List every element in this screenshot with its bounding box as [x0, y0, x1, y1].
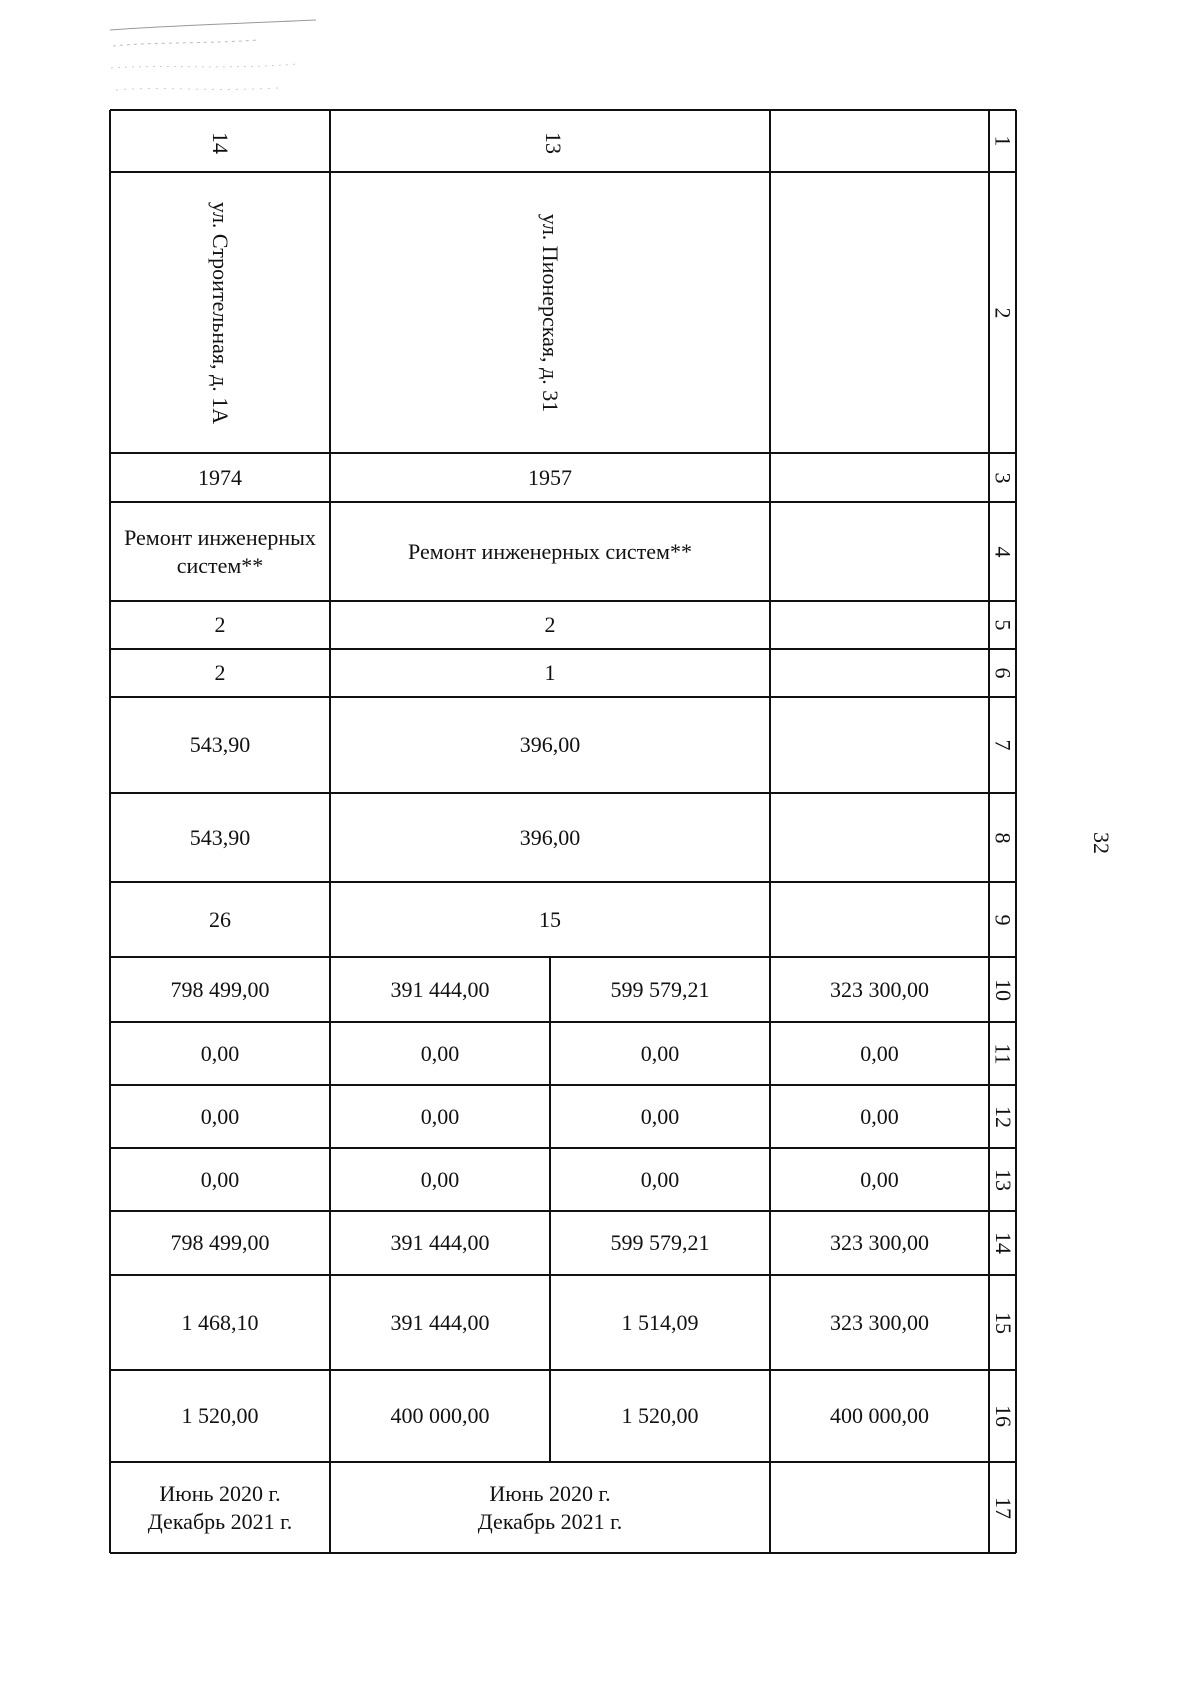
cell-total-text: 599 579,21 — [610, 976, 710, 1002]
row-number — [989, 1148, 1016, 1211]
cell-budget_1-text: 0,00 — [860, 1103, 899, 1129]
cell-budget_1-text: 0,00 — [420, 1103, 460, 1129]
cell-floors — [330, 601, 770, 649]
cell-owners-text: 323 300,00 — [830, 1230, 929, 1255]
row-number — [989, 1085, 1016, 1148]
row-number — [989, 601, 1016, 649]
cell-area_living — [330, 793, 770, 882]
cell-total-text: 798 499,00 — [170, 976, 270, 1002]
cell-budget_1 — [550, 1085, 770, 1148]
cell-limit_cost-text: 1 520,00 — [181, 1403, 259, 1428]
cell-fund-text: 0,00 — [640, 1040, 680, 1066]
building-address-text: ул. Пионерская, д. 31 — [537, 213, 563, 412]
table-rule-h — [110, 109, 1016, 111]
cell-owners — [770, 1211, 989, 1275]
cell-limit_cost — [550, 1370, 770, 1462]
cell-area_total-text: 543,90 — [189, 732, 251, 757]
row-number-text: 3 — [990, 472, 1016, 483]
cell-unit_cost — [770, 1275, 989, 1370]
cell-work_type — [110, 502, 330, 601]
row-number — [989, 697, 1016, 793]
cell-area_living-text: 543,90 — [189, 824, 251, 850]
cell-budget_2-text: 0,00 — [640, 1166, 680, 1192]
row-number-text: 2 — [990, 307, 1016, 318]
row-number — [989, 453, 1016, 502]
handwritten-mark — [108, 18, 318, 98]
building-address-text: ул. Строительная, д. 1А — [208, 201, 233, 424]
cell-limit_cost-text: 400 000,00 — [390, 1403, 490, 1428]
cell-period-text: Июнь 2020 г. Декабрь 2021 г. — [147, 1480, 293, 1534]
cell-area_total — [110, 697, 330, 793]
row-number-text: 15 — [990, 1311, 1016, 1334]
cell-fund-text: 0,00 — [420, 1040, 460, 1066]
cell-floors-text: 2 — [544, 612, 556, 637]
cell-fund — [110, 1022, 330, 1085]
cell-area_living-text: 396,00 — [519, 824, 581, 850]
cell-floors-text: 2 — [214, 612, 226, 637]
row-number — [989, 1211, 1016, 1275]
row-number-text: 7 — [990, 739, 1016, 751]
cell-limit_cost — [110, 1370, 330, 1462]
row-number — [989, 793, 1016, 882]
cell-limit_cost-text: 400 000,00 — [830, 1403, 929, 1428]
cell-total-text: 323 300,00 — [830, 976, 929, 1002]
row-number-text: 12 — [990, 1105, 1016, 1128]
cell-total — [770, 957, 989, 1022]
cell-residents-text: 15 — [539, 906, 561, 932]
row-number-text: 13 — [990, 1168, 1016, 1191]
cell-budget_2-text: 0,00 — [200, 1166, 240, 1192]
cell-unit_cost-text: 323 300,00 — [830, 1309, 929, 1335]
cell-budget_1 — [110, 1085, 330, 1148]
cell-area_living — [110, 793, 330, 882]
row-number — [989, 957, 1016, 1022]
cell-budget_1 — [330, 1085, 550, 1148]
cell-year — [330, 453, 770, 502]
cell-total — [110, 957, 330, 1022]
cell-period — [330, 1462, 770, 1553]
cell-work_type-text: Ремонт инженерных систем** — [408, 538, 692, 564]
cell-owners — [110, 1211, 330, 1275]
cell-budget_2 — [110, 1148, 330, 1211]
cell-unit_cost-text: 1 468,10 — [181, 1309, 259, 1335]
cell-total-text: 391 444,00 — [390, 976, 490, 1002]
cell-entrances — [110, 649, 330, 697]
row-number-text: 4 — [990, 546, 1016, 557]
cell-work_type — [330, 502, 770, 601]
cell-budget_2 — [330, 1148, 550, 1211]
cell-budget_2-text: 0,00 — [420, 1166, 460, 1192]
cell-budget_1 — [770, 1085, 989, 1148]
cell-limit_cost — [330, 1370, 550, 1462]
row-number — [989, 882, 1016, 957]
row-number-text: 8 — [990, 832, 1016, 843]
cell-floors — [110, 601, 330, 649]
cell-unit_cost-text: 1 514,09 — [621, 1309, 699, 1335]
row-number-text: 14 — [990, 1232, 1016, 1254]
cell-residents-text: 26 — [209, 906, 231, 932]
building-address — [110, 172, 330, 453]
row-number-text: 5 — [990, 619, 1016, 631]
cell-fund — [330, 1022, 550, 1085]
building-address — [330, 172, 770, 453]
cell-unit_cost-text: 391 444,00 — [390, 1309, 490, 1335]
cell-residents — [110, 882, 330, 957]
row-number — [989, 1370, 1016, 1462]
cell-budget_2-text: 0,00 — [860, 1166, 899, 1192]
row-number — [989, 1462, 1016, 1553]
row-number — [989, 172, 1016, 453]
row-number — [989, 1275, 1016, 1370]
cell-total — [550, 957, 770, 1022]
row-number-text: 10 — [990, 978, 1016, 1001]
building-number: 13 — [541, 132, 566, 154]
cell-fund — [550, 1022, 770, 1085]
cell-owners-text: 391 444,00 — [390, 1230, 490, 1255]
cell-unit_cost — [110, 1275, 330, 1370]
cell-owners-text: 798 499,00 — [170, 1230, 270, 1255]
row-number-text: 6 — [990, 667, 1016, 679]
cell-fund — [770, 1022, 989, 1085]
cell-year-text: 1974 — [198, 464, 242, 490]
cell-limit_cost-text: 1 520,00 — [621, 1403, 699, 1428]
cell-total — [330, 957, 550, 1022]
cell-area_total-text: 396,00 — [519, 732, 581, 757]
cell-budget_1-text: 0,00 — [200, 1103, 240, 1129]
row-number-text: 17 — [990, 1496, 1016, 1519]
row-number — [989, 502, 1016, 601]
cell-owners — [330, 1211, 550, 1275]
cell-fund-text: 0,00 — [860, 1040, 899, 1066]
row-number-text: 11 — [990, 1042, 1016, 1065]
cell-entrances — [330, 649, 770, 697]
cell-unit_cost — [550, 1275, 770, 1370]
cell-fund-text: 0,00 — [200, 1040, 240, 1066]
cell-period — [110, 1462, 330, 1553]
row-number-text: 16 — [990, 1405, 1016, 1427]
building-number: 14 — [208, 132, 233, 154]
cell-owners-text: 599 579,21 — [610, 1230, 710, 1255]
cell-period-text: Июнь 2020 г. Декабрь 2021 г. — [477, 1480, 623, 1534]
page-number: 32 — [1089, 832, 1114, 854]
row-number — [989, 110, 1016, 172]
row-number-text: 9 — [990, 914, 1016, 925]
cell-entrances-text: 2 — [214, 660, 226, 685]
cell-budget_1-text: 0,00 — [640, 1103, 680, 1129]
cell-year — [110, 453, 330, 502]
row-number-text: 1 — [990, 135, 1016, 147]
cell-work_type-text: Ремонт инженерных систем** — [124, 524, 316, 578]
row-number — [989, 1022, 1016, 1085]
cell-residents — [330, 882, 770, 957]
cell-area_total — [330, 697, 770, 793]
cell-limit_cost — [770, 1370, 989, 1462]
cell-entrances-text: 1 — [544, 660, 556, 685]
cell-budget_2 — [770, 1148, 989, 1211]
cell-owners — [550, 1211, 770, 1275]
cell-budget_2 — [550, 1148, 770, 1211]
row-number — [989, 649, 1016, 697]
cell-unit_cost — [330, 1275, 550, 1370]
cell-year-text: 1957 — [528, 464, 572, 490]
